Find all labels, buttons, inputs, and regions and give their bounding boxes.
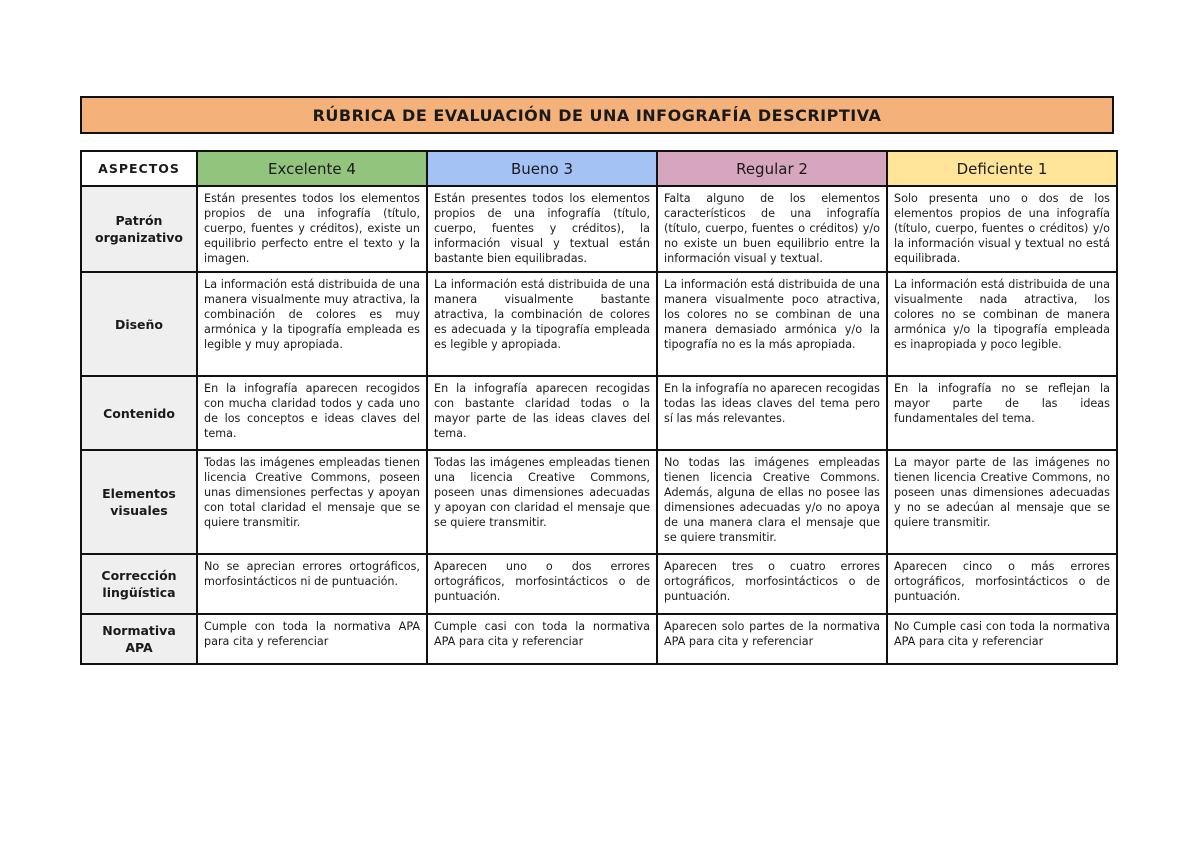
- criterion-cell: Solo presenta uno o dos de los elementos propios de una infografía (título, cuerpo, fuentes o créditos) y/o la información visual y textual no está equilibrada.: [887, 186, 1117, 272]
- table-row: [81, 614, 1117, 664]
- aspect-cell: Contenido: [81, 376, 197, 450]
- criterion-cell: Aparecen uno o dos errores ortográficos, morfosintácticos o de puntuación.: [427, 554, 657, 614]
- header-level-bueno: Bueno 3: [427, 151, 657, 186]
- criterion-cell: No todas las imágenes empleadas tienen licencia Creative Commons. Además, alguna de ellas no posee las dimensiones adecuadas y/o no apoya de una manera clara el mensaje que se quiere transmitir.: [657, 450, 887, 554]
- criterion-cell: La información está distribuida de una manera visualmente bastante atractiva, la combinación de colores es adecuada y la tipografía empleada es legible y apropiada.: [427, 272, 657, 376]
- criterion-cell: La mayor parte de las imágenes no tienen licencia Creative Commons, no poseen unas dimensiones adecuadas y no se adecúan al mensaje que se quiere transmitir.: [887, 450, 1117, 554]
- criterion-cell: Cumple con toda la normativa APA para cita y referenciar: [197, 614, 427, 664]
- criterion-cell: En la infografía no aparecen recogidas todas las ideas claves del tema pero sí las más relevantes.: [657, 376, 887, 450]
- criterion-cell: Están presentes todos los elementos propios de una infografía (título, cuerpo, fuentes y créditos), la información visual y textual están bastante bien equilibradas.: [427, 186, 657, 272]
- table-row: [81, 450, 1117, 554]
- criterion-cell: La información está distribuida de una manera visualmente muy atractiva, la combinación de colores es muy armónica y la tipografía empleada es legible y muy apropiada.: [197, 272, 427, 376]
- criterion-cell: Aparecen solo partes de la normativa APA para cita y referenciar: [657, 614, 887, 664]
- header-level-excelente: Excelente 4: [197, 151, 427, 186]
- rubric-table: [80, 150, 1118, 665]
- aspect-cell: Normativa APA: [81, 614, 197, 664]
- criterion-cell: Falta alguno de los elementos característicos de una infografía (título, cuerpo, fuentes o créditos) y/o no existe un buen equilibrio entre la información visual y textual.: [657, 186, 887, 272]
- criterion-cell: En la infografía aparecen recogidos con mucha claridad todos y cada uno de los conceptos e ideas claves del tema.: [197, 376, 427, 450]
- aspect-cell: Corrección lingüística: [81, 554, 197, 614]
- table-row: [81, 554, 1117, 614]
- criterion-cell: Cumple casi con toda la normativa APA para cita y referenciar: [427, 614, 657, 664]
- header-level-deficiente: Deficiente 1: [887, 151, 1117, 186]
- criterion-cell: Todas las imágenes empleadas tienen licencia Creative Commons, poseen unas dimensiones perfectas y apoyan con total claridad el mensaje que se quiere transmitir.: [197, 450, 427, 554]
- table-row: [81, 186, 1117, 272]
- aspect-cell: Diseño: [81, 272, 197, 376]
- aspect-cell: Elementos visuales: [81, 450, 197, 554]
- criterion-cell: No Cumple casi con toda la normativa APA para cita y referenciar: [887, 614, 1117, 664]
- criterion-cell: En la infografía aparecen recogidas con bastante claridad todas o la mayor parte de las ideas claves del tema.: [427, 376, 657, 450]
- table-row: [81, 376, 1117, 450]
- criterion-cell: En la infografía no se reflejan la mayor parte de las ideas fundamentales del tema.: [887, 376, 1117, 450]
- criterion-cell: La información está distribuida de una manera visualmente poco atractiva, los colores no se combinan de una manera demasiado armónica y/o la tipografía no es la más apropiada.: [657, 272, 887, 376]
- rubric-title: RÚBRICA DE EVALUACIÓN DE UNA INFOGRAFÍA DESCRIPTIVA: [80, 96, 1114, 134]
- criterion-cell: Aparecen cinco o más errores ortográficos, morfosintácticos o de puntuación.: [887, 554, 1117, 614]
- criterion-cell: Aparecen tres o cuatro errores ortográficos, morfosintácticos o de puntuación.: [657, 554, 887, 614]
- criterion-cell: Todas las imágenes empleadas tienen una licencia Creative Commons, poseen unas dimensiones adecuadas y apoyan con claridad el mensaje que se quiere transmitir.: [427, 450, 657, 554]
- criterion-cell: No se aprecian errores ortográficos, morfosintácticos ni de puntuación.: [197, 554, 427, 614]
- criterion-cell: La información está distribuida de una visualmente nada atractiva, los colores no se combinan de manera armónica y/o la tipografía empleada es inapropiada y poco legible.: [887, 272, 1117, 376]
- criterion-cell: Están presentes todos los elementos propios de una infografía (título, cuerpo, fuentes y créditos), existe un equilibrio perfecto entre el texto y la imagen.: [197, 186, 427, 272]
- header-level-regular: Regular 2: [657, 151, 887, 186]
- header-aspects: ASPECTOS: [81, 151, 197, 186]
- header-row: [81, 151, 1117, 186]
- table-row: [81, 272, 1117, 376]
- aspect-cell: Patrón organizativo: [81, 186, 197, 272]
